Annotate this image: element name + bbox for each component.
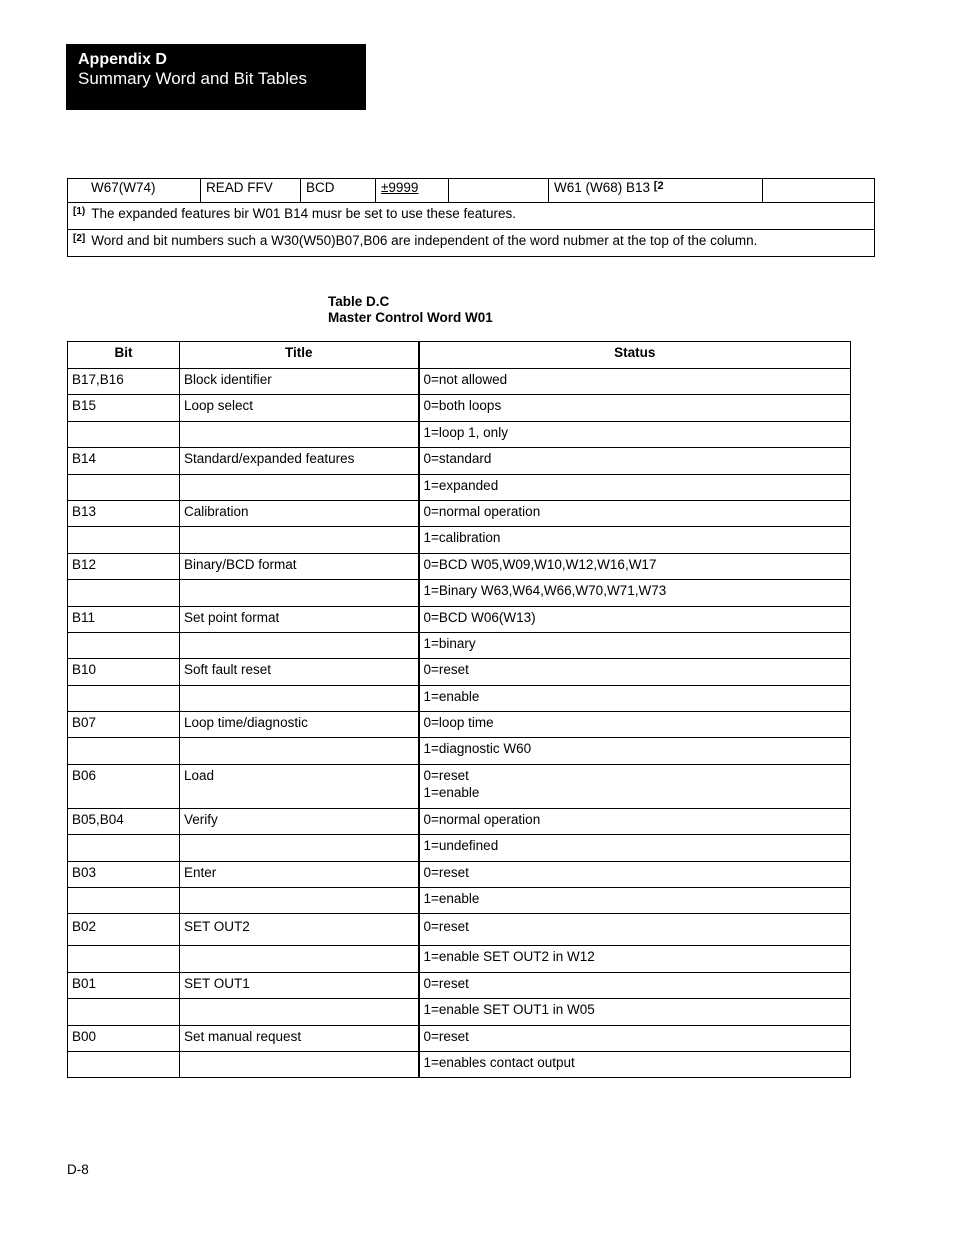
bit-cell: B06 bbox=[68, 764, 180, 808]
range-cell bbox=[376, 179, 449, 203]
table-row bbox=[68, 914, 851, 946]
table-row bbox=[68, 764, 851, 808]
bit-cell: B12 bbox=[68, 553, 180, 579]
title-cell bbox=[180, 685, 419, 711]
status-cell bbox=[419, 972, 851, 998]
master-control-word-table bbox=[67, 341, 851, 1078]
status-cell bbox=[419, 764, 851, 808]
title-cell bbox=[180, 888, 419, 914]
status-line: 0=both loops bbox=[423, 398, 502, 414]
bit-cell: B02 bbox=[68, 914, 180, 946]
range-value: ±9999 bbox=[381, 180, 419, 195]
table-row bbox=[68, 395, 851, 421]
bit-cell: B01 bbox=[68, 972, 180, 998]
bit-cell: B10 bbox=[68, 659, 180, 685]
status-line: 1=binary bbox=[423, 635, 476, 651]
title-cell bbox=[180, 1051, 419, 1077]
title-cell bbox=[180, 580, 419, 606]
title-cell: Set point format bbox=[180, 606, 419, 632]
bit-cell bbox=[68, 421, 180, 447]
footnote-ref: [2] bbox=[73, 233, 86, 244]
status-line: 0=not allowed bbox=[423, 372, 508, 387]
title-cell bbox=[180, 946, 419, 972]
status-cell bbox=[419, 835, 851, 861]
title-cell: Set manual request bbox=[180, 1025, 419, 1051]
bit-cell bbox=[68, 474, 180, 500]
column-header-status: Status bbox=[419, 342, 851, 369]
status-cell bbox=[419, 888, 851, 914]
table-row bbox=[68, 808, 851, 834]
footnote-text: Word and bit numbers such a W30(W50)B07,B06 are independent of the word nubmer at the top of the column. bbox=[91, 233, 758, 248]
status-line: 0=BCD W05,W09,W10,W12,W16,W17 bbox=[423, 556, 657, 572]
bit-cell bbox=[68, 738, 180, 764]
table-row bbox=[68, 179, 875, 203]
table-row bbox=[68, 448, 851, 474]
bit-cell bbox=[68, 1051, 180, 1077]
table-row bbox=[68, 888, 851, 914]
title-cell bbox=[180, 421, 419, 447]
table-row bbox=[68, 972, 851, 998]
status-line: 0=reset bbox=[423, 864, 469, 880]
status-line: 1=enable SET OUT1 in W05 bbox=[423, 1002, 595, 1018]
table-row bbox=[68, 421, 851, 447]
status-line: 0=reset bbox=[423, 662, 469, 678]
status-line: 0=reset bbox=[423, 1028, 469, 1044]
status-line: 1=enables contact output bbox=[423, 1054, 575, 1070]
footnote-1 bbox=[68, 203, 875, 230]
bit-ref-value: W61 (W68) B13 bbox=[554, 180, 651, 195]
status-cell bbox=[419, 1051, 851, 1077]
table-row bbox=[68, 861, 851, 887]
bit-cell bbox=[68, 632, 180, 658]
status-cell bbox=[419, 1025, 851, 1051]
empty-cell bbox=[763, 179, 875, 203]
status-line: 1=Binary W63,W64,W66,W70,W71,W73 bbox=[423, 583, 667, 599]
table-row bbox=[68, 659, 851, 685]
table-row bbox=[68, 946, 851, 972]
title-cell bbox=[180, 474, 419, 500]
status-cell bbox=[419, 527, 851, 553]
bit-cell: B14 bbox=[68, 448, 180, 474]
title-cell: Enter bbox=[180, 861, 419, 887]
page-number: D-8 bbox=[67, 1162, 89, 1177]
title-cell: SET OUT1 bbox=[180, 972, 419, 998]
footnote-row bbox=[68, 203, 875, 230]
bit-cell bbox=[68, 835, 180, 861]
table-row bbox=[68, 712, 851, 738]
footnote-row bbox=[68, 230, 875, 257]
bit-cell: B05,B04 bbox=[68, 808, 180, 834]
status-cell bbox=[419, 712, 851, 738]
status-cell bbox=[419, 421, 851, 447]
title-cell: Binary/BCD format bbox=[180, 553, 419, 579]
bit-ref-cell bbox=[549, 179, 763, 203]
status-line: 1=enable SET OUT2 in W12 bbox=[423, 949, 595, 965]
title-cell bbox=[180, 835, 419, 861]
status-cell bbox=[419, 659, 851, 685]
status-cell bbox=[419, 606, 851, 632]
title-cell bbox=[180, 632, 419, 658]
title-cell: Verify bbox=[180, 808, 419, 834]
status-cell bbox=[419, 553, 851, 579]
status-cell bbox=[419, 999, 851, 1025]
status-line: 1=enable bbox=[423, 688, 480, 704]
bit-cell: B03 bbox=[68, 861, 180, 887]
table-row bbox=[68, 835, 851, 861]
status-cell bbox=[419, 500, 851, 526]
column-header-bit: Bit bbox=[68, 342, 180, 369]
bit-cell: B07 bbox=[68, 712, 180, 738]
table-row bbox=[68, 474, 851, 500]
table-row bbox=[68, 999, 851, 1025]
status-line: 0=normal operation bbox=[423, 811, 541, 827]
status-cell bbox=[419, 632, 851, 658]
footnote-marker: [2 bbox=[653, 180, 664, 192]
table-row bbox=[68, 527, 851, 553]
table-body bbox=[68, 369, 851, 1078]
title-cell: SET OUT2 bbox=[180, 914, 419, 946]
bit-cell: B15 bbox=[68, 395, 180, 421]
title-cell bbox=[180, 999, 419, 1025]
status-cell bbox=[419, 369, 851, 395]
footnote-2 bbox=[68, 230, 875, 257]
bit-cell bbox=[68, 999, 180, 1025]
format-cell: BCD bbox=[301, 179, 376, 203]
bit-cell bbox=[68, 685, 180, 711]
status-cell bbox=[419, 861, 851, 887]
title-cell: Soft fault reset bbox=[180, 659, 419, 685]
status-cell bbox=[419, 474, 851, 500]
status-line: 1=enable bbox=[423, 784, 480, 800]
table-row bbox=[68, 685, 851, 711]
footnote-ref: [1) bbox=[73, 206, 86, 217]
footnote-marker-number: 2 bbox=[657, 180, 664, 192]
status-cell bbox=[419, 738, 851, 764]
title-cell: Loop select bbox=[180, 395, 419, 421]
title-cell: Block identifier bbox=[180, 369, 419, 395]
status-line: 0=normal operation bbox=[423, 503, 541, 519]
status-line: 1=undefined bbox=[423, 838, 499, 854]
status-line: 1=diagnostic W60 bbox=[423, 741, 532, 757]
title-cell bbox=[180, 738, 419, 764]
continuation-table bbox=[67, 178, 875, 257]
status-cell bbox=[419, 395, 851, 421]
status-line: 1=enable bbox=[423, 891, 480, 907]
status-line: 1=expanded bbox=[423, 477, 499, 493]
table-row bbox=[68, 606, 851, 632]
status-cell bbox=[419, 448, 851, 474]
table-row bbox=[68, 1051, 851, 1077]
status-line: 0=reset bbox=[423, 975, 469, 991]
status-cell bbox=[419, 580, 851, 606]
empty-cell bbox=[449, 179, 549, 203]
table-row bbox=[68, 632, 851, 658]
status-cell bbox=[419, 685, 851, 711]
status-line: 0=BCD W06(W13) bbox=[423, 609, 536, 625]
status-cell bbox=[419, 914, 851, 946]
title-cell: Standard/expanded features bbox=[180, 448, 419, 474]
table-row bbox=[68, 553, 851, 579]
appendix-label: Appendix D bbox=[78, 51, 167, 68]
status-line: 0=standard bbox=[423, 451, 492, 467]
table-number: Table D.C bbox=[328, 294, 390, 309]
function-cell: READ FFV bbox=[201, 179, 301, 203]
column-header-title: Title bbox=[180, 342, 419, 369]
status-line: 1=calibration bbox=[423, 530, 501, 546]
bit-cell bbox=[68, 580, 180, 606]
title-cell bbox=[180, 527, 419, 553]
word-cell: W67(W74) bbox=[68, 179, 201, 203]
bit-cell: B17,B16 bbox=[68, 369, 180, 395]
bit-cell: B13 bbox=[68, 500, 180, 526]
status-cell bbox=[419, 808, 851, 834]
title-cell: Calibration bbox=[180, 500, 419, 526]
table-row bbox=[68, 369, 851, 395]
table-row bbox=[68, 500, 851, 526]
bit-cell: B00 bbox=[68, 1025, 180, 1051]
title-cell: Load bbox=[180, 764, 419, 808]
table-row bbox=[68, 1025, 851, 1051]
table-title: Master Control Word W01 bbox=[328, 310, 493, 325]
appendix-header bbox=[66, 44, 366, 110]
bit-cell: B11 bbox=[68, 606, 180, 632]
bit-cell bbox=[68, 946, 180, 972]
status-cell bbox=[419, 946, 851, 972]
section-title: Summary Word and Bit Tables bbox=[78, 69, 307, 88]
table-header-row bbox=[68, 342, 851, 369]
status-line: 1=loop 1, only bbox=[423, 424, 508, 440]
status-line: 0=reset bbox=[423, 919, 469, 935]
bit-cell bbox=[68, 527, 180, 553]
table-row bbox=[68, 738, 851, 764]
title-cell: Loop time/diagnostic bbox=[180, 712, 419, 738]
bit-cell bbox=[68, 888, 180, 914]
status-line: 0=reset bbox=[423, 767, 469, 783]
status-line: 0=loop time bbox=[423, 715, 494, 731]
footnote-text: The expanded features bir W01 B14 musr be set to use these features. bbox=[91, 206, 516, 221]
table-row bbox=[68, 580, 851, 606]
table-caption bbox=[328, 294, 493, 326]
